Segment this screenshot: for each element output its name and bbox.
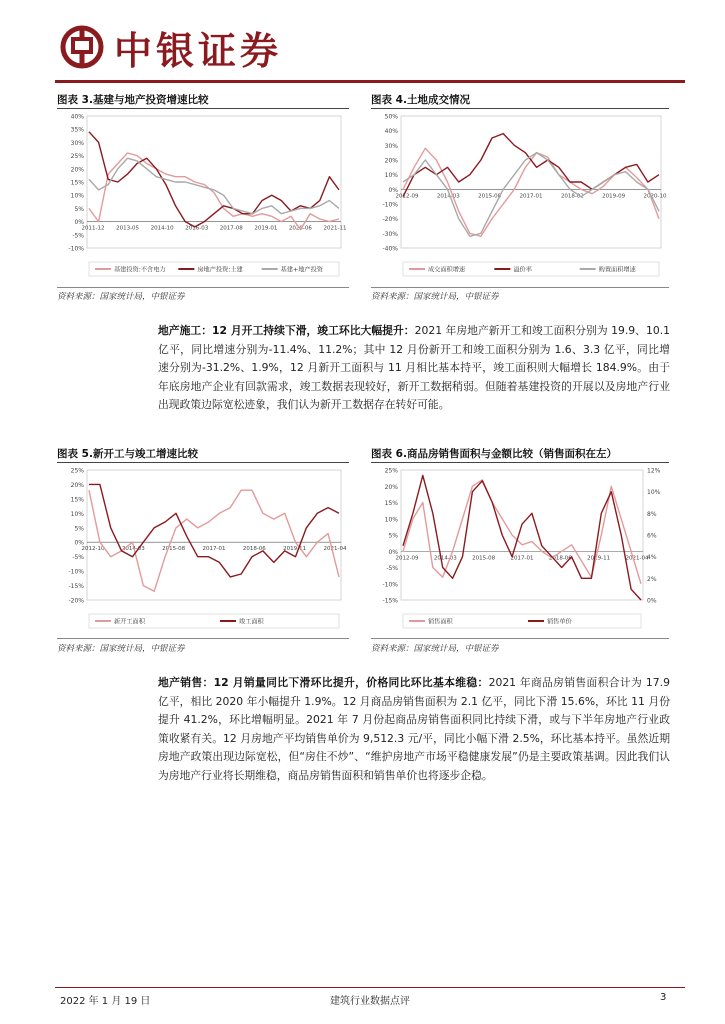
legend-label: 竣工面积 bbox=[239, 618, 264, 626]
y2-tick-label: 6% bbox=[647, 532, 657, 540]
figure-3-chart bbox=[57, 112, 349, 282]
y-tick-label: -10% bbox=[68, 568, 84, 576]
figure-3-rule bbox=[57, 108, 349, 109]
y-tick-label: 30% bbox=[70, 139, 84, 147]
y-tick-label: -5% bbox=[386, 565, 398, 572]
figure-3-source-rule bbox=[57, 287, 349, 288]
x-tick-label: 2017-01 bbox=[202, 546, 226, 553]
legend-label: 销售单价 bbox=[547, 618, 572, 626]
y-tick-label: 50% bbox=[384, 113, 398, 121]
x-tick-label: 2015-08 bbox=[162, 546, 186, 553]
x-tick-label: 2020-10 bbox=[643, 193, 667, 200]
x-tick-label: 2014-03 bbox=[436, 193, 460, 200]
figure-6-title: 图表 6.商品房销售面积与金额比较（销售面积在左） bbox=[371, 448, 617, 460]
y-tick-label: 20% bbox=[384, 157, 398, 165]
y-tick-label: -10% bbox=[382, 581, 398, 589]
series-line-1 bbox=[403, 480, 641, 584]
x-tick-label: 2017-01 bbox=[519, 193, 543, 200]
legend-label: 基建投资:不含电力 bbox=[114, 266, 166, 274]
y-tick-label: 20% bbox=[70, 166, 84, 174]
x-tick-label: 2015-08 bbox=[472, 555, 496, 562]
brand-name: 中银证券 bbox=[114, 27, 283, 73]
paragraph-construction bbox=[158, 322, 670, 415]
page-number: 3 bbox=[660, 992, 667, 1003]
y-tick-label: 10% bbox=[70, 510, 84, 518]
y-tick-label: 20% bbox=[70, 481, 84, 489]
y2-tick-label: 0% bbox=[647, 597, 657, 605]
y2-tick-label: 4% bbox=[647, 554, 657, 562]
footer-section: 建筑行业数据点评 bbox=[330, 996, 410, 1007]
footer-date: 2022 年 1 月 19 日 bbox=[60, 996, 151, 1007]
x-tick-label: 2015-08 bbox=[478, 193, 502, 200]
y-tick-label: 5% bbox=[74, 525, 84, 533]
brand-logo bbox=[60, 20, 282, 74]
plot-frame bbox=[87, 470, 341, 600]
y-tick-label: -15% bbox=[68, 583, 84, 591]
y-tick-label: 10% bbox=[384, 516, 398, 524]
y-tick-label: -10% bbox=[68, 245, 84, 253]
x-tick-label: 2018-02 bbox=[560, 193, 584, 200]
legend-label: 购置面积增速 bbox=[598, 266, 636, 274]
x-tick-label: 2021-04 bbox=[323, 546, 347, 553]
figure-6-source-rule bbox=[371, 638, 669, 639]
x-tick-label: 2019-01 bbox=[254, 225, 278, 232]
y-tick-label: -40% bbox=[382, 245, 398, 253]
y2-tick-label: 10% bbox=[647, 489, 661, 497]
y-tick-label: 30% bbox=[384, 142, 398, 150]
x-tick-label: 2017-01 bbox=[510, 555, 534, 562]
y-tick-label: -30% bbox=[382, 230, 398, 238]
x-tick-label: 2013-05 bbox=[116, 225, 140, 232]
x-tick-label: 2012-09 bbox=[395, 193, 419, 200]
paragraph-sales bbox=[158, 674, 670, 785]
x-tick-label: 2012-10 bbox=[81, 546, 105, 553]
x-tick-label: 2014-03 bbox=[121, 546, 145, 553]
y-tick-label: 25% bbox=[70, 153, 84, 161]
x-tick-label: 2014-03 bbox=[433, 555, 457, 562]
y-tick-label: -20% bbox=[382, 216, 398, 224]
y-tick-label: 5% bbox=[388, 532, 398, 540]
y2-tick-label: 12% bbox=[647, 467, 661, 475]
figure-4-chart bbox=[371, 112, 669, 282]
figure-5-title: 图表 5.新开工与竣工增速比较 bbox=[57, 448, 198, 460]
legend-label: 溢价率 bbox=[513, 266, 532, 274]
y-tick-label: 15% bbox=[70, 179, 84, 187]
bank-of-china-logo-icon bbox=[60, 25, 104, 69]
figure-3-source: 资料来源：国家统计局，中银证券 bbox=[57, 292, 185, 302]
paragraph-sales-body: 2021 年商品房销售面积合计为 17.9 亿平，相比 2020 年小幅提升 1.9%。12 月商品房销售面积为 2.1 亿平，同比下滑 15.6%，环比 11 月份提升 41.2%，环比增幅明显。2021 年 7 月份起商品房销售面积同比持续下滑，或与下半年房地产行业政策收紧有关。12 月房地产平均销售单价为 9,512.3 元/平，同比小幅下滑 2.5%，环比基本持平。虽然近期房地产政策出现边际宽松，但“房住不炒”、“维护房地产市场平稳健康发展”仍是主要政策基调。因此我们认为房地产行业将长期维稳，商品房销售面积和销售单价也将逐步企稳。 bbox=[158, 676, 670, 782]
series-line-2 bbox=[89, 484, 339, 577]
y-tick-label: 5% bbox=[74, 205, 84, 213]
plot-frame bbox=[401, 116, 661, 248]
y-tick-label: -15% bbox=[382, 597, 398, 605]
y-tick-label: 0% bbox=[74, 219, 84, 227]
x-tick-label: 2019-11 bbox=[283, 546, 307, 553]
paragraph-construction-lead: 地产施工：12 月开工持续下滑，竣工环比大幅提升： bbox=[158, 324, 415, 337]
y-tick-label: -5% bbox=[72, 554, 84, 562]
x-tick-label: 2017-08 bbox=[219, 225, 243, 232]
x-tick-label: 2019-11 bbox=[587, 555, 611, 562]
figure-4-rule bbox=[371, 108, 669, 109]
x-tick-label: 2021-04 bbox=[625, 555, 649, 562]
figure-4-source-rule bbox=[371, 287, 669, 288]
x-tick-label: 2018-06 bbox=[548, 555, 572, 562]
series-line-1 bbox=[89, 153, 339, 230]
series-line-1 bbox=[403, 148, 659, 236]
y-tick-label: 0% bbox=[388, 548, 398, 556]
y-tick-label: 15% bbox=[384, 500, 398, 507]
x-tick-label: 2014-10 bbox=[150, 225, 174, 232]
y-tick-label: -20% bbox=[68, 597, 84, 605]
figure-5-source: 资料来源：国家统计局，中银证券 bbox=[57, 644, 185, 654]
figure-4-title: 图表 4.土地成交情况 bbox=[371, 94, 470, 106]
legend-label: 销售面积 bbox=[428, 618, 453, 626]
footer-divider bbox=[55, 987, 685, 988]
x-tick-label: 2020-06 bbox=[288, 225, 312, 232]
paragraph-sales-lead: 地产销售：12 月销量同比下滑环比提升，价格同比环比基本维稳： bbox=[158, 676, 489, 689]
y-tick-label: 40% bbox=[70, 113, 84, 121]
figure-3-title: 图表 3.基建与地产投资增速比较 bbox=[57, 94, 209, 106]
legend-label: 房地产投资:土建 bbox=[197, 266, 243, 274]
series-line-2 bbox=[403, 475, 641, 600]
y-tick-label: 25% bbox=[70, 467, 84, 475]
legend-label: 成交面积增速 bbox=[428, 266, 466, 274]
x-tick-label: 2016-03 bbox=[185, 225, 209, 232]
y2-tick-label: 2% bbox=[647, 575, 657, 583]
y-tick-label: 20% bbox=[384, 483, 398, 491]
y-tick-label: 10% bbox=[70, 192, 84, 200]
x-tick-label: 2018-06 bbox=[242, 546, 266, 553]
y2-tick-label: 8% bbox=[647, 510, 657, 518]
figure-6-rule bbox=[371, 462, 669, 463]
x-tick-label: 2012-09 bbox=[395, 555, 419, 562]
y-tick-label: 35% bbox=[70, 126, 84, 134]
figure-5-chart bbox=[57, 466, 349, 634]
x-tick-label: 2021-11 bbox=[323, 225, 347, 232]
paragraph-construction-body: 2021 年房地产新开工和竣工面积分别为 19.9、10.1 亿平，同比增速分别为-11.4%、11.2%；其中 12 月份新开工和竣工面积分别为 1.6、3.3 亿平，同比增速分别为-31.2%、1.9%，12 月新开工面积与 11 月相比基本持平，竣工面积则大幅增长 184.9%。由于年底房地产企业有回款需求，竣工数据表现较好，新开工数据稍弱。但随着基建投资的开展以及房地产行业出现政策边际宽松迹象，我们认为新开工数据存在转好可能。 bbox=[158, 324, 670, 411]
x-tick-label: 2011-12 bbox=[81, 225, 105, 232]
figure-5-source-rule bbox=[57, 638, 349, 639]
figure-5-rule bbox=[57, 462, 349, 463]
figure-4-source: 资料来源：国家统计局，中银证券 bbox=[371, 292, 499, 302]
legend-label: 基建+地产投资 bbox=[280, 266, 323, 274]
y-tick-label: -10% bbox=[382, 201, 398, 209]
series-line-2 bbox=[89, 132, 339, 227]
y-tick-label: 10% bbox=[384, 172, 398, 180]
header-divider bbox=[55, 80, 685, 83]
x-tick-label: 2019-09 bbox=[602, 193, 626, 200]
y-tick-label: 40% bbox=[384, 128, 398, 136]
y-tick-label: 15% bbox=[70, 496, 84, 504]
figure-6-source: 资料来源：国家统计局，中银证券 bbox=[371, 644, 499, 654]
figure-6-chart bbox=[371, 466, 669, 634]
y-tick-label: 0% bbox=[388, 186, 398, 194]
y-tick-label: 25% bbox=[384, 467, 398, 475]
y-tick-label: 0% bbox=[74, 539, 84, 547]
legend-label: 新开工面积 bbox=[114, 618, 145, 626]
y-tick-label: -5% bbox=[72, 232, 84, 240]
